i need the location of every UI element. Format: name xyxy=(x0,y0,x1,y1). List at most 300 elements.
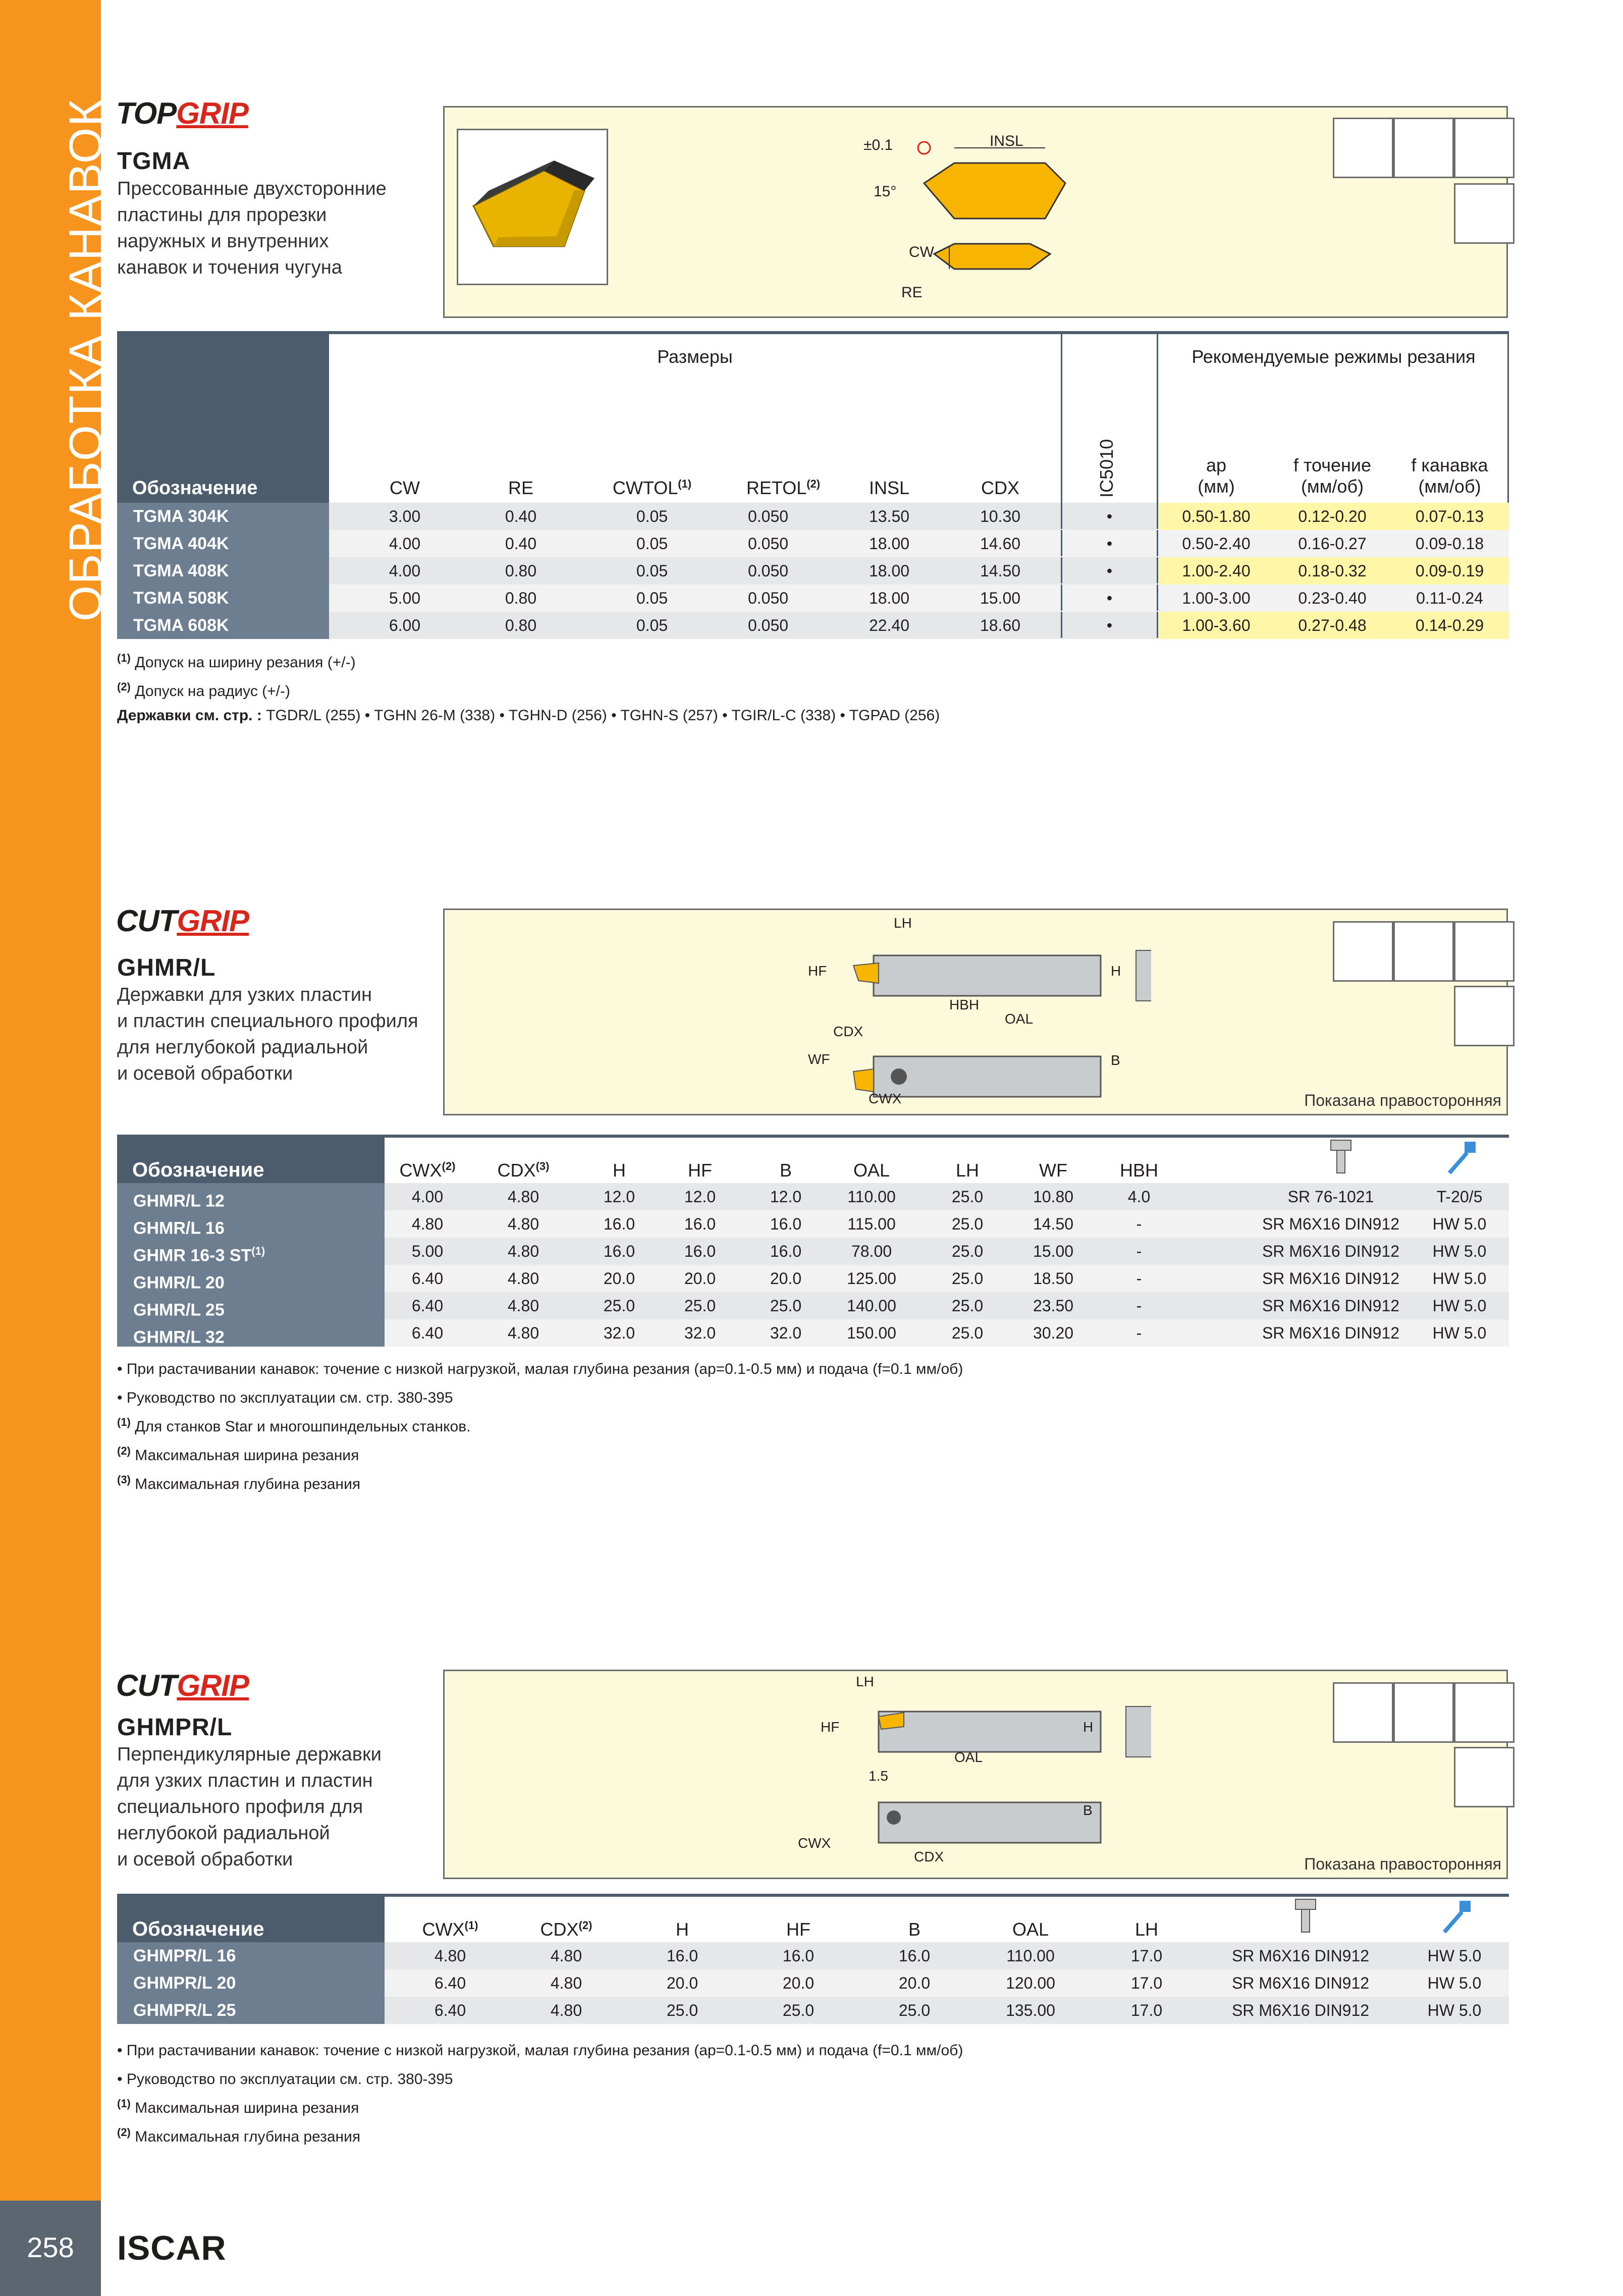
diagram-label-insl: INSL xyxy=(990,133,1023,149)
col-header-label: CWX xyxy=(399,1160,442,1181)
grade-cell: • xyxy=(1062,584,1157,612)
table-cell: 4.80 xyxy=(550,1947,582,1965)
holder-diagram-panel xyxy=(443,909,1508,1115)
table-cell: 12.0 xyxy=(770,1188,802,1206)
table-cell: 4.80 xyxy=(507,1324,539,1342)
table-cell: 4.80 xyxy=(550,1974,582,1992)
table-cell: 0.05 xyxy=(636,589,668,607)
desc-line: неглубокой радиальной xyxy=(117,1823,330,1844)
desc-line: и осевой обработки xyxy=(117,1063,293,1084)
table-cell: 6.40 xyxy=(434,1974,466,1992)
cutting-mode-cell: 1.00-3.60 xyxy=(1158,612,1274,639)
row-designation: TGMA 304K xyxy=(117,503,329,530)
diagram-label-hf: HF xyxy=(821,1719,840,1735)
table-cell: 16.0 xyxy=(898,1947,931,1965)
table-cell: 4.80 xyxy=(550,2001,582,2019)
holder-technical-drawing xyxy=(798,1681,1151,1868)
table-row xyxy=(117,612,1509,639)
col-header-label: LH xyxy=(1134,1919,1159,1940)
table-cell: 12.0 xyxy=(684,1188,716,1206)
col-header-label: CDX xyxy=(497,1160,536,1181)
section-code: GHMPR/L xyxy=(117,1714,233,1741)
row-designation-label: GHMR/L 12 xyxy=(133,1191,225,1211)
desc-line: Перпендикулярные державки xyxy=(117,1744,382,1765)
table-cell: 25.0 xyxy=(951,1188,984,1206)
table-cell: 16.0 xyxy=(770,1242,802,1260)
table-cell: 18.50 xyxy=(1033,1269,1074,1288)
cutting-mode-cell: 0.09-0.19 xyxy=(1390,557,1509,584)
table-cell: 4.80 xyxy=(507,1269,539,1288)
grade-cell: • xyxy=(1062,557,1157,584)
table-cell: SR 76-1021 xyxy=(1287,1188,1374,1206)
row-designation: TGMA 608K xyxy=(117,612,329,639)
cutting-mode-cell: 1.00-2.40 xyxy=(1158,557,1274,584)
table-cell: 6.40 xyxy=(411,1269,444,1288)
diagram-label-cdx: CDX xyxy=(914,1849,944,1864)
table-row xyxy=(117,503,1509,530)
col-header xyxy=(1096,1919,1197,1940)
section2-notes xyxy=(117,1353,963,1497)
table-cell: - xyxy=(1136,1269,1142,1288)
diagram-label-re: RE xyxy=(901,284,923,301)
desc-line: пластины для прорезки xyxy=(117,204,327,226)
table-cell: 0.05 xyxy=(636,535,668,553)
logo-part2: GRIP xyxy=(177,1669,249,1702)
desc-line: Державки для узких пластин xyxy=(117,984,372,1005)
table-cell: 0.050 xyxy=(747,535,789,553)
grade-cell: • xyxy=(1062,530,1157,557)
table-cell: HW 5.0 xyxy=(1427,2001,1482,2019)
footnote: $^{(1)}$ Допуск на ширину резания (+/-) xyxy=(117,652,356,671)
table-cell: HW 5.0 xyxy=(1427,1974,1482,1992)
table-cell: 25.0 xyxy=(898,2001,931,2019)
row-designation xyxy=(117,1292,385,1319)
cutting-mode-cell: 0.11-0.24 xyxy=(1390,584,1509,612)
table-cell: 10.80 xyxy=(1033,1188,1074,1206)
table-cell: HW 5.0 xyxy=(1432,1269,1487,1288)
table-cell: 17.0 xyxy=(1130,1974,1163,1992)
table-cell: 4.00 xyxy=(389,535,421,553)
table-cell: 6.40 xyxy=(434,2001,466,2019)
note: • Руководство по эксплуатации см. стр. 380-395 xyxy=(117,2071,453,2088)
table-cell: - xyxy=(1136,1297,1142,1315)
table-cell: 110.00 xyxy=(1006,1947,1055,1965)
table-cell: 0.050 xyxy=(747,616,789,634)
col-header xyxy=(632,1919,733,1940)
table-cell: 15.00 xyxy=(980,589,1021,607)
table-cell: 23.50 xyxy=(1033,1297,1074,1315)
table-cell: 10.30 xyxy=(980,507,1021,525)
panel-note: Показана правосторонняя xyxy=(1304,1855,1501,1873)
col-header-label: HBH xyxy=(1119,1160,1158,1181)
col-header xyxy=(864,1919,965,1940)
col-header xyxy=(925,1160,1010,1181)
table-cell: SR M6X16 DIN912 xyxy=(1262,1242,1400,1260)
table-cell: 3.00 xyxy=(389,507,421,525)
table-cell: HW 5.0 xyxy=(1432,1215,1487,1233)
table-row xyxy=(117,1942,1509,1969)
table-cell: 15.00 xyxy=(1033,1242,1074,1260)
table-cell: 17.0 xyxy=(1130,1947,1163,1965)
table-cell: 25.0 xyxy=(951,1242,984,1260)
table-cell: 0.05 xyxy=(636,562,668,580)
screw-icon xyxy=(1323,1138,1359,1178)
name-header: Обозначение xyxy=(132,477,258,499)
col-header-insl: INSL xyxy=(869,477,910,498)
table-cell: 25.0 xyxy=(782,2001,815,2019)
table-cell: 0.80 xyxy=(505,616,537,634)
cutting-mode-cell: 0.09-0.18 xyxy=(1390,530,1509,557)
cutting-mode-cell: 1.00-3.00 xyxy=(1158,584,1274,612)
brand-footer: ISCAR xyxy=(117,2229,227,2267)
table-cell: 4.00 xyxy=(389,562,421,580)
profiling-icon xyxy=(1454,921,1514,982)
table-cell: 4.80 xyxy=(411,1215,444,1233)
desc-line: для узких пластин и пластин xyxy=(117,1770,373,1791)
section-code: TGMA xyxy=(117,148,191,175)
cutting-mode-cell: 0.16-0.27 xyxy=(1274,530,1390,557)
col-header-cwtol: CWTOL$^{(1)}$ xyxy=(612,477,692,498)
table-cell: 150.00 xyxy=(847,1324,896,1342)
name-header: Обозначение xyxy=(132,1159,264,1181)
col-header-label: H xyxy=(613,1160,626,1181)
table-cell: 0.80 xyxy=(505,562,537,580)
key-icon xyxy=(1444,1138,1480,1178)
table-cell: 16.0 xyxy=(603,1215,635,1233)
row-designation-label: GHMR/L 32 xyxy=(133,1327,225,1347)
table-cell: SR M6X16 DIN912 xyxy=(1262,1269,1400,1288)
screw-icon xyxy=(1288,1897,1323,1937)
footnote: $^{(2)}$ Максимальная глубина резания xyxy=(117,2126,361,2145)
col-header-label: OAL xyxy=(1012,1919,1049,1940)
table-row xyxy=(117,1183,1509,1210)
row-designation: GHMPR/L 20 xyxy=(117,1969,385,1997)
holder-diagram-panel xyxy=(443,1670,1508,1879)
mode-header-ap: ap (мм) xyxy=(1198,455,1235,497)
tgma-table xyxy=(117,331,1509,639)
face-grooving-icon xyxy=(1393,1682,1454,1743)
table-cell: 30.20 xyxy=(1033,1324,1074,1342)
col-header-label: LH xyxy=(955,1160,980,1181)
table-header-name-block xyxy=(117,331,329,503)
diagram-label-oal: OAL xyxy=(1005,1011,1034,1027)
table-cell: 18.00 xyxy=(869,535,910,553)
table-cell: 5.00 xyxy=(411,1242,444,1260)
desc-line: и осевой обработки xyxy=(117,1849,293,1870)
table-cell: 140.00 xyxy=(847,1297,896,1315)
table-cell: 20.0 xyxy=(603,1269,635,1288)
diagram-label-h: H xyxy=(1083,1719,1094,1735)
desc-line: канавок и точения чугуна xyxy=(117,257,342,278)
table-cell: 14.50 xyxy=(980,562,1021,580)
col-header-label: B xyxy=(908,1919,921,1940)
table-cell: 14.60 xyxy=(980,535,1021,553)
logo-part1: TOP xyxy=(116,96,177,130)
insert-photo xyxy=(457,129,608,285)
table-cell: 4.00 xyxy=(411,1188,444,1206)
table-cell: 32.0 xyxy=(684,1324,716,1342)
table-row xyxy=(117,584,1509,612)
profiling-icon xyxy=(1454,1682,1514,1743)
cutting-mode-cell: 0.14-0.29 xyxy=(1390,612,1509,639)
diagram-label-h: H xyxy=(1111,963,1121,979)
table-cell: 125.00 xyxy=(847,1269,896,1288)
grade-header: IC5010 xyxy=(1096,439,1117,498)
table-cell: 16.0 xyxy=(684,1215,716,1233)
table-cell: 25.0 xyxy=(603,1297,635,1315)
col-header xyxy=(480,1160,566,1181)
col-header-sup: (2) xyxy=(578,1919,592,1932)
note: • При растачивании канавок: точение с низкой нагрузкой, малая глубина резания (ap=0.1-0.5 мм) и подача (f=0.1 мм/об) xyxy=(117,2042,963,2059)
threading-icon xyxy=(1454,986,1514,1046)
table-cell: SR M6X16 DIN912 xyxy=(1262,1324,1400,1342)
table-cell: 4.80 xyxy=(507,1215,539,1233)
desc-line: Прессованные двухсторонние xyxy=(117,178,387,199)
table-cell: 4.80 xyxy=(434,1947,466,1965)
footnote: $^{(1)}$ Для станков Star и многошпиндельных станков. xyxy=(117,1416,471,1435)
table-row xyxy=(117,1319,1509,1347)
table-cell: 6.40 xyxy=(411,1324,444,1342)
table-cell: T-20/5 xyxy=(1436,1188,1483,1206)
col-header-cw: CW xyxy=(390,477,420,498)
turning-icon xyxy=(1454,183,1514,244)
table-row xyxy=(117,557,1509,584)
table-cell: 16.0 xyxy=(603,1242,635,1260)
diagram-label-dim: 1.5 xyxy=(869,1768,888,1784)
col-header-re: RE xyxy=(508,477,533,498)
col-header xyxy=(516,1919,617,1940)
desc-line: наружных и внутренних xyxy=(117,231,329,252)
table-cell: 6.00 xyxy=(389,616,421,634)
table-cell: 5.00 xyxy=(389,589,421,607)
diagram-label-oal: OAL xyxy=(954,1749,983,1765)
note: • Руководство по эксплуатации см. стр. 380-395 xyxy=(117,1390,453,1406)
row-designation: GHMPR/L 25 xyxy=(117,1997,385,2024)
table-cell: 20.0 xyxy=(684,1269,716,1288)
desc-line: специального профиля для xyxy=(117,1796,363,1818)
table-cell: HW 5.0 xyxy=(1432,1242,1487,1260)
footnote: $^{(1)}$ Максимальная ширина резания xyxy=(117,2097,359,2116)
note: • При растачивании канавок: точение с низкой нагрузкой, малая глубина резания (ap=0.1-0.5 мм) и подача (f=0.1 мм/об) xyxy=(117,1361,963,1377)
mode-header-f-turning: f точение (мм/об) xyxy=(1293,455,1372,497)
table-cell: 4.80 xyxy=(507,1188,539,1206)
table-cell: 4.80 xyxy=(507,1242,539,1260)
table-cell: 18.00 xyxy=(869,589,910,607)
insert-technical-drawing xyxy=(858,118,1101,309)
key-icon xyxy=(1439,1897,1475,1937)
row-designation-label: GHMR/L 20 xyxy=(133,1273,225,1293)
row-designation-label: GHMR 16-3 ST xyxy=(133,1246,252,1265)
table-cell: 32.0 xyxy=(770,1324,802,1342)
diagram-label-hf: HF xyxy=(808,963,827,979)
table-cell: SR M6X16 DIN912 xyxy=(1231,1974,1370,1992)
table-cell: 4.0 xyxy=(1127,1188,1151,1206)
logo-part1: CUT xyxy=(116,904,177,938)
cutgrip-logo xyxy=(116,1668,249,1703)
section-code: GHMR/L xyxy=(117,954,216,981)
cutting-mode-cell: 0.07-0.13 xyxy=(1390,503,1509,530)
table-cell: SR M6X16 DIN912 xyxy=(1262,1297,1400,1315)
table-cell: 0.40 xyxy=(505,535,537,553)
internal-grooving-icon xyxy=(1454,118,1514,178)
col-header-sup: (1) xyxy=(464,1919,478,1932)
table-cell: 16.0 xyxy=(684,1242,716,1260)
row-designation xyxy=(117,1210,385,1238)
col-header-label: H xyxy=(676,1919,689,1940)
col-header xyxy=(400,1919,501,1940)
table-cell: 16.0 xyxy=(666,1947,698,1965)
table-cell: 25.0 xyxy=(951,1269,984,1288)
table-cell: 115.00 xyxy=(847,1215,896,1233)
row-designation-label: GHMR/L 16 xyxy=(133,1218,225,1238)
cutgrip-logo xyxy=(116,903,249,938)
diagram-label-hbh: HBH xyxy=(949,997,980,1012)
col-header xyxy=(1096,1160,1182,1181)
table-cell: SR M6X16 DIN912 xyxy=(1231,1947,1370,1965)
diagram-label-b: B xyxy=(1083,1802,1093,1818)
col-header-label: OAL xyxy=(853,1160,890,1181)
row-designation xyxy=(117,1183,385,1210)
table-cell: - xyxy=(1136,1215,1142,1233)
table-cell: 17.0 xyxy=(1130,2001,1163,2019)
footnote: $^{(3)}$ Максимальная глубина резания xyxy=(117,1473,361,1492)
section-description xyxy=(117,982,418,1087)
col-header xyxy=(980,1919,1081,1940)
table-cell: 25.0 xyxy=(951,1297,984,1315)
face-grooving-icon xyxy=(1393,921,1454,982)
col-header xyxy=(829,1160,914,1181)
radial-grooving-icon xyxy=(1333,1682,1393,1743)
col-header-label: WF xyxy=(1039,1160,1067,1181)
col-header-label: B xyxy=(779,1160,792,1181)
row-designation: TGMA 508K xyxy=(117,584,329,612)
row-designation-sup: (1) xyxy=(251,1245,265,1257)
table-cell: HW 5.0 xyxy=(1432,1297,1487,1315)
row-designation xyxy=(117,1319,385,1347)
ghmpr-table-body xyxy=(117,1942,1509,2024)
table-cell: 0.40 xyxy=(505,507,537,525)
holder-technical-drawing xyxy=(798,920,1151,1107)
diagram-label-cw: CW xyxy=(909,244,934,260)
table-cell: 25.0 xyxy=(951,1324,984,1342)
table-cell: HW 5.0 xyxy=(1432,1324,1487,1342)
col-header-label: CDX xyxy=(540,1919,579,1940)
ghmr-table-body xyxy=(117,1183,1509,1347)
logo-part2: GRIP xyxy=(176,96,248,130)
table-cell: 20.0 xyxy=(782,1974,815,1992)
name-header: Обозначение xyxy=(132,1918,264,1940)
table-cell: 120.00 xyxy=(1006,1974,1055,1992)
col-header-label: HF xyxy=(688,1160,712,1181)
threading-icon xyxy=(1454,1747,1514,1807)
col-header xyxy=(1010,1160,1096,1181)
insert-diagram-panel xyxy=(443,106,1508,318)
table-cell: - xyxy=(1136,1242,1142,1260)
section-description xyxy=(117,176,387,281)
grade-cell: • xyxy=(1062,503,1157,530)
footnote: $^{(2)}$ Допуск на радиус (+/-) xyxy=(117,680,290,700)
cutting-mode-cell: 0.12-0.20 xyxy=(1274,503,1390,530)
table-row xyxy=(117,530,1509,557)
col-header xyxy=(385,1160,470,1181)
table-cell: 6.40 xyxy=(411,1297,444,1315)
table-cell: 0.05 xyxy=(636,507,668,525)
table-cell: 4.80 xyxy=(507,1297,539,1315)
cutting-mode-cell: 0.27-0.48 xyxy=(1274,612,1390,639)
table-row xyxy=(117,1210,1509,1238)
table-row xyxy=(117,1265,1509,1292)
table-cell: 25.0 xyxy=(951,1215,984,1233)
page-number: 258 xyxy=(27,2231,74,2263)
table-cell: 0.80 xyxy=(505,589,537,607)
ghmr-table xyxy=(117,1135,1509,1347)
table-cell: 18.60 xyxy=(980,616,1021,634)
table-row xyxy=(117,1997,1509,2024)
col-header-retol: RETOL$^{(2)}$ xyxy=(746,477,821,498)
diagram-label-lh: LH xyxy=(894,915,912,931)
table-cell: 78.00 xyxy=(851,1242,892,1260)
cutting-mode-cell: 0.50-2.40 xyxy=(1158,530,1274,557)
table-cell: 25.0 xyxy=(684,1297,716,1315)
logo-part2: GRIP xyxy=(177,904,249,938)
table-cell: 13.50 xyxy=(869,507,910,525)
table-cell: 22.40 xyxy=(869,616,910,634)
table-cell: 110.00 xyxy=(847,1188,896,1206)
table-cell: 20.0 xyxy=(770,1269,802,1288)
table-cell: SR M6X16 DIN912 xyxy=(1262,1215,1400,1233)
table-cell: 16.0 xyxy=(770,1215,802,1233)
mode-header-f-grooving: f канавка (мм/об) xyxy=(1411,455,1488,497)
table-cell: 16.0 xyxy=(782,1947,815,1965)
table-cell: 20.0 xyxy=(898,1974,931,1992)
col-header-cdx: CDX xyxy=(981,477,1019,498)
insert-photo-image xyxy=(458,130,607,284)
tgma-table-body xyxy=(117,503,1509,639)
ghmr-table-header xyxy=(117,1160,1509,1183)
cutting-mode-cell: 0.50-1.80 xyxy=(1158,503,1274,530)
footnote: $^{(2)}$ Максимальная ширина резания xyxy=(117,1445,359,1464)
row-designation xyxy=(117,1238,385,1265)
table-cell: 135.00 xyxy=(1006,2001,1055,2019)
cutting-mode-cell: 0.23-0.40 xyxy=(1274,584,1390,612)
table-row xyxy=(117,1238,1509,1265)
topgrip-logo xyxy=(116,96,248,131)
table-cell: 0.050 xyxy=(747,589,789,607)
desc-line: и пластин специального профиля xyxy=(117,1010,418,1032)
table-row xyxy=(117,1969,1509,1997)
table-cell: 0.05 xyxy=(636,616,668,634)
col-header-sup: (3) xyxy=(535,1160,550,1172)
table-cell: 18.00 xyxy=(869,562,910,580)
table-cell: 20.0 xyxy=(666,1974,698,1992)
ghmpr-table xyxy=(117,1894,1509,2027)
table-cell: 32.0 xyxy=(603,1324,635,1342)
col-header xyxy=(748,1919,849,1940)
holders-reference: Державки см. стр. : TGDR/L (255) • TGHN 26-M (338) • TGHN-D (256) • TGHN-S (257) • TGIR/L-C (338) • TGPAD (256) xyxy=(117,707,940,724)
col-header xyxy=(743,1160,829,1181)
diagram-label-b: B xyxy=(1111,1052,1120,1068)
section-description xyxy=(117,1741,382,1873)
row-designation xyxy=(117,1265,385,1292)
row-designation: TGMA 404K xyxy=(117,530,329,557)
diagram-label-cdx: CDX xyxy=(833,1024,863,1039)
diagram-label-angle: 15° xyxy=(874,183,897,200)
table-cell: 14.50 xyxy=(1033,1215,1074,1233)
logo-part1: CUT xyxy=(116,1669,177,1702)
section3-notes xyxy=(117,2034,963,2149)
diagram-label-lh: LH xyxy=(856,1674,874,1689)
col-header-label: HF xyxy=(786,1919,810,1940)
